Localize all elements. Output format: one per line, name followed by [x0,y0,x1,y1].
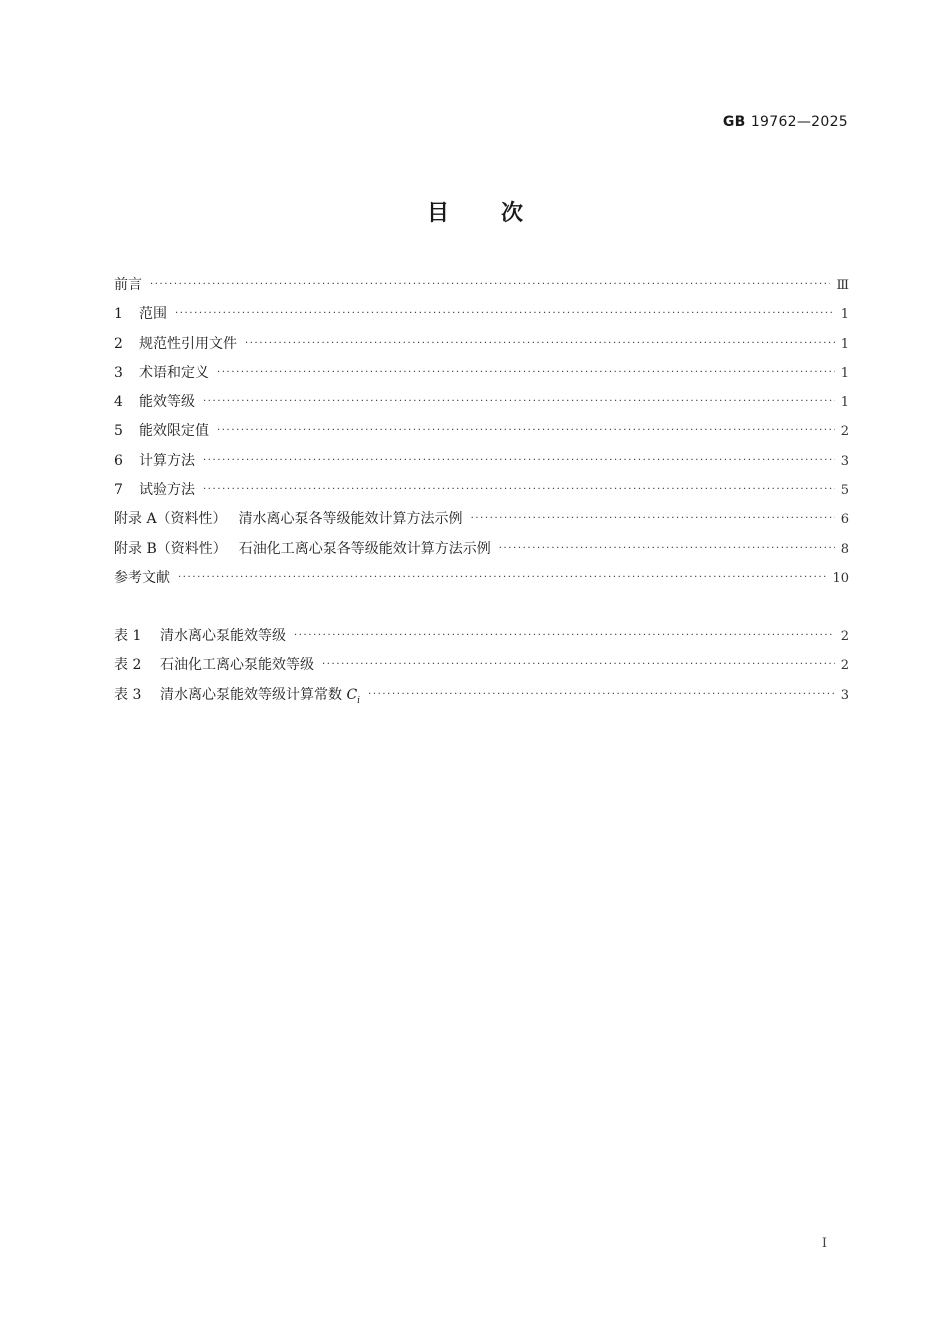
table-entry-number: 表 1 [114,628,142,644]
toc-entry-calculation-method[interactable] [114,447,849,476]
toc-entry-number: 1 [114,306,123,323]
toc-entry-label: 术语和定义 [139,364,209,381]
toc-entry-appendix-b[interactable] [114,535,849,564]
toc-entry-number: 5 [114,423,123,440]
dot-leader [368,680,835,709]
table-entry-page: 3 [840,687,849,703]
page-number: I [821,1236,827,1251]
table-entry-page: 2 [840,658,849,674]
toc-entry-number: 4 [114,394,123,411]
toc-entry-page: 1 [840,365,849,381]
toc-entry-number: 2 [114,335,123,352]
toc-entry-page: 3 [840,453,849,469]
dot-leader [175,299,835,328]
toc-entry-page: 1 [840,336,849,352]
table-entry-1[interactable] [114,622,849,651]
toc-entry-label: 能效限定值 [139,423,209,440]
standard-code: 19762—2025 [750,114,848,130]
toc-entry-label: 前言 [114,277,142,293]
table-of-contents [114,271,849,593]
toc-entry-appendix-a[interactable] [114,505,849,534]
table-entry-number: 表 2 [114,657,142,674]
toc-entry-page: 8 [840,541,849,557]
toc-entry-terms-definitions[interactable] [114,359,849,388]
toc-entry-efficiency-limits[interactable] [114,417,849,446]
toc-entry-label: 清水离心泵各等级能效计算方法示例 [238,511,463,528]
toc-entry-normative-references[interactable] [114,330,849,359]
table-entry-label: 清水离心泵能效等级 [160,628,286,644]
toc-entry-page: 10 [832,570,849,586]
toc-entry-label: 计算方法 [139,452,195,469]
toc-entry-page: 5 [840,483,849,499]
toc-entry-number: 附录 B（资料性） [114,540,227,557]
table-entry-page: 2 [840,629,849,644]
dot-leader [203,446,835,475]
toc-entry-page: 2 [840,424,849,440]
toc-entry-label: 范围 [139,306,167,323]
dot-leader [245,329,835,358]
toc-entry-label: 参考文献 [114,569,170,586]
toc-entry-page: Ⅲ [836,278,849,293]
toc-entry-number: 6 [114,452,123,469]
toc-entry-bibliography[interactable] [114,564,849,593]
dot-leader [294,621,835,650]
table-entry-label: 石油化工离心泵能效等级 [160,657,314,674]
standard-prefix: GB [722,114,746,130]
list-of-tables [114,622,849,710]
dot-leader [471,504,835,533]
dot-leader [203,387,835,416]
dot-leader [203,475,835,504]
dot-leader [178,563,826,592]
toc-entry-label: 能效等级 [139,394,195,411]
toc-entry-page: 1 [840,395,849,411]
toc-entry-number: 附录 A（资料性） [114,511,227,528]
standard-number [723,114,848,130]
dot-leader [322,650,835,679]
table-entry-number: 表 3 [114,686,142,703]
page-title: 目次 [426,201,575,226]
dot-leader [150,270,830,299]
table-entry-3[interactable] [114,681,849,710]
toc-entry-label: 石油化工离心泵各等级能效计算方法示例 [238,540,491,557]
dot-leader [217,416,835,445]
toc-entry-test-method[interactable] [114,476,849,505]
toc-entry-page: 1 [840,307,849,323]
toc-entry-label: 规范性引用文件 [139,335,237,352]
table-entry-2[interactable] [114,651,849,680]
toc-entry-scope[interactable] [114,300,849,329]
toc-entry-number: 3 [114,364,123,381]
toc-entry-label: 试验方法 [139,482,195,499]
toc-entry-number: 7 [114,482,123,499]
dot-leader [217,358,835,387]
toc-entry-efficiency-grades[interactable] [114,388,849,417]
toc-entry-page: 6 [840,512,849,528]
constant-symbol: $C_i$ [346,686,361,706]
toc-entry-foreword[interactable] [114,271,849,300]
table-entry-label: 清水离心泵能效等级计算常数 [160,686,342,703]
dot-leader [499,534,835,563]
